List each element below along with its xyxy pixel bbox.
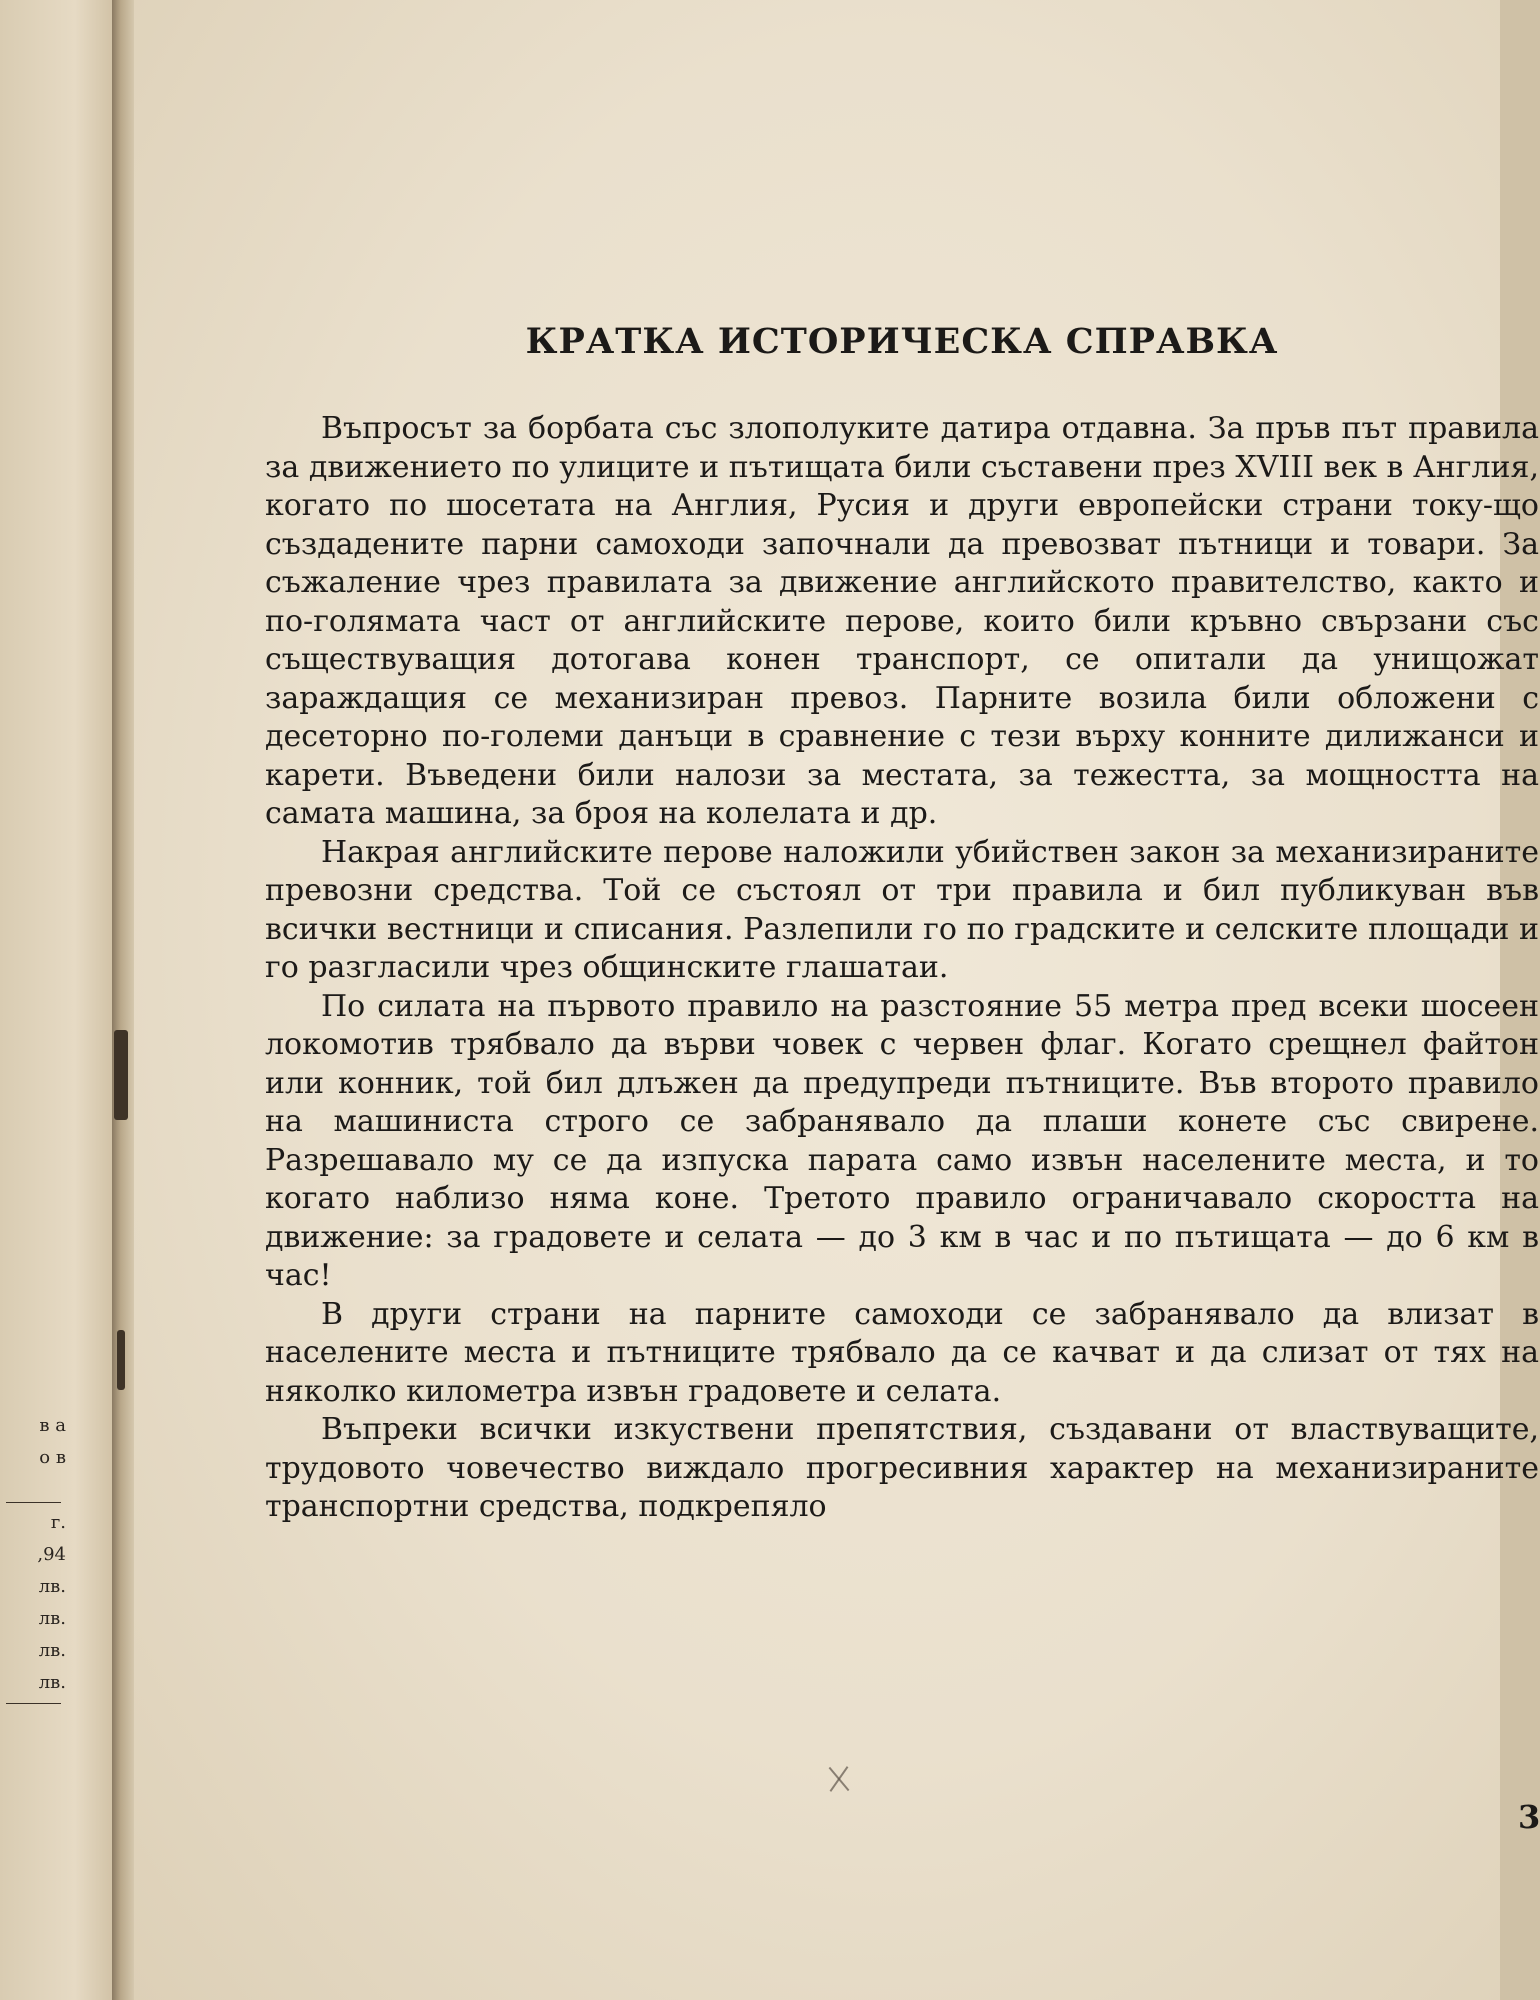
page-number: 3 <box>1518 1798 1540 1836</box>
gutter-tear <box>114 1030 128 1120</box>
left-page-fragments <box>6 1410 66 1708</box>
paragraph: Накрая английските перове наложили убийствен закон за механизираните превозни средства. Той се състоял от три правила и бил публикуван във всички вестници и списания. Разлепили го по градските и селските площади и го разгласили чрез общинските глашатаи. <box>265 834 1539 985</box>
left-fragment-text: лв. <box>38 1672 66 1693</box>
right-page <box>134 0 1540 2000</box>
pencil-mark-icon <box>822 1762 856 1796</box>
paragraph: В други страни на парните самоходи се забранявало да влизат в населените места и пътниците трябвало да се качват и да слизат от тях на няколко километра извън градовете и селата. <box>265 1296 1539 1409</box>
left-fragment-text: в а <box>39 1415 66 1436</box>
left-fragment-text: о в <box>39 1447 66 1468</box>
gutter-tear <box>117 1330 125 1390</box>
left-rule <box>6 1502 61 1503</box>
left-rule <box>6 1703 61 1704</box>
left-fragment-text: лв. <box>38 1640 66 1661</box>
paragraph: По силата на първото правило на разстояние 55 метра пред всеки шосеен локомотив трябвало да върви човек с червен флаг. Когато срещнел файтон или конник, той бил длъжен да предупреди пътниците. Във второто правило на машиниста строго се забранявало да плаши конете със свирене. Разрешавало му се да изпуска парата само извън населените места, и то когато наблизо няма коне. Третото правило ограничавало скоростта на движение: за градовете и селата — до 3 км в час и по пътищата — до 6 км в час! <box>265 988 1539 1293</box>
left-fragment-text: лв. <box>38 1608 66 1629</box>
page-title: КРАТКА ИСТОРИЧЕСКА СПРАВКА <box>525 321 1279 362</box>
left-fragment-text: г. <box>50 1512 66 1533</box>
page-text-block <box>265 320 1539 1527</box>
book-gutter <box>112 0 134 2000</box>
left-fragment-text: лв. <box>38 1576 66 1597</box>
paragraph: Въпросът за борбата със злополуките датира отдавна. За пръв път правила за движението по улиците и пътищата били съставени през XVIII век в Англия, когато по шосетата на Англия, Русия и други европейски страни току-що създадените парни самоходи започнали да превозват пътници и товари. За съжаление чрез правилата за движение английското правителство, както и по-голямата част от английските перове, които били кръвно свързани със съществуващия дотогава конен транспорт, се опитали да унищожат зараждащия се механизиран превоз. Парните возила били обложени с десеторно по-големи данъци в сравнение с тези върху конните дилижанси и карети. Въведени били налози за местата, за тежестта, за мощността на самата машина, за броя на колелата и др. <box>265 411 1539 831</box>
left-fragment-text: ,94 <box>37 1544 66 1565</box>
paragraph: Въпреки всички изкуствени препятствия, създавани от властвуващите, трудовото човечество виждало прогресивния характер на механизираните транспортни средства, подкрепяло <box>265 1412 1539 1524</box>
left-page-edge <box>0 0 125 2000</box>
